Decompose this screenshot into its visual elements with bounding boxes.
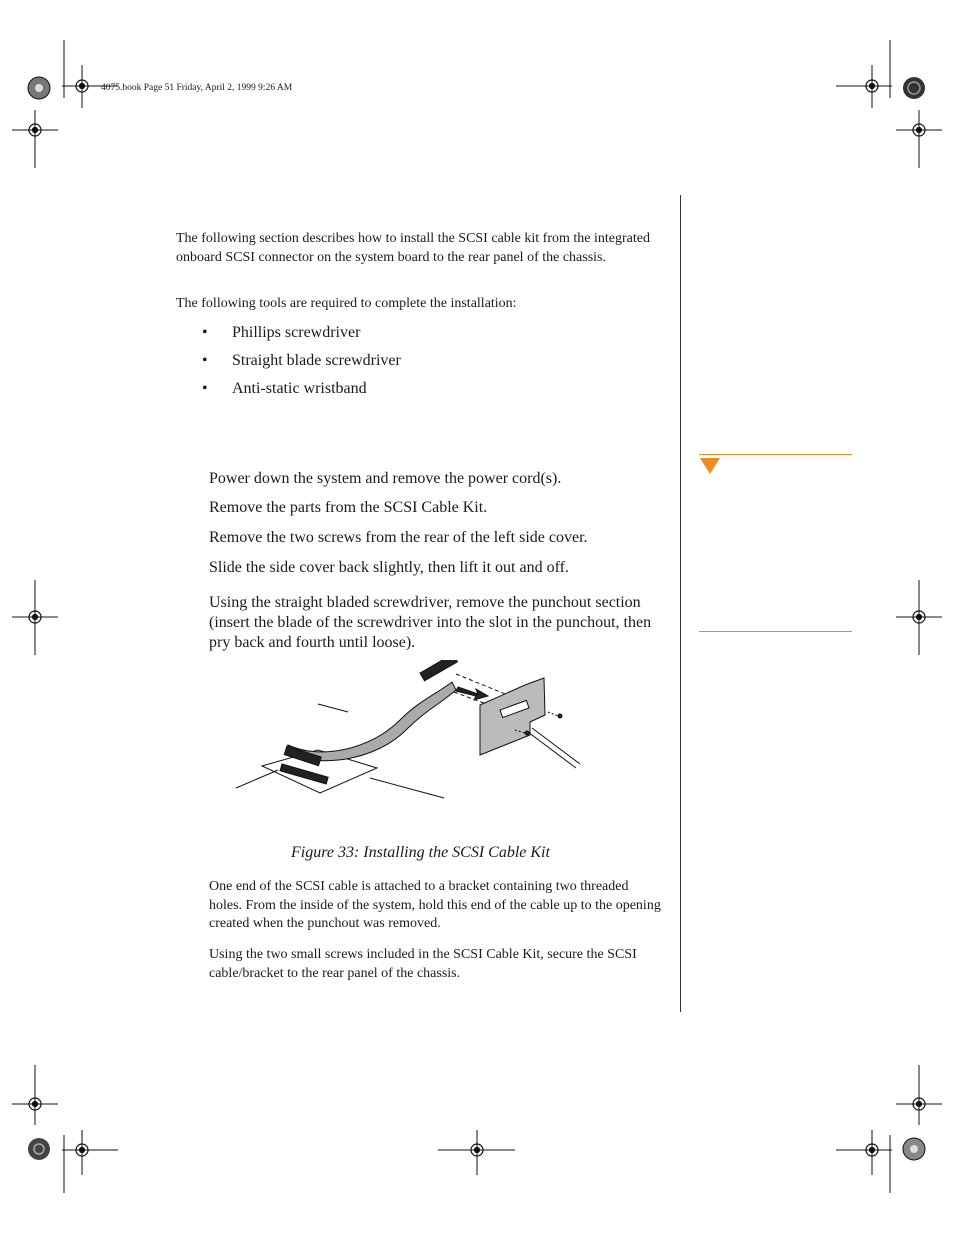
tool-item: Phillips screwdriver — [232, 324, 361, 341]
step-item: Remove the two screws from the rear of the left side cover. — [209, 529, 588, 546]
note-rule-bottom — [699, 631, 852, 632]
tool-item: Straight blade screwdriver — [232, 352, 401, 369]
bullet-icon: • — [202, 352, 208, 369]
bullet-icon: • — [202, 380, 208, 397]
caution-triangle-icon — [700, 458, 720, 474]
tool-item: Anti-static wristband — [232, 380, 367, 397]
step-item: Power down the system and remove the power cord(s). — [209, 470, 562, 487]
figure-caption: Figure 33: Installing the SCSI Cable Kit — [291, 844, 550, 861]
print-header: 4075.book Page 51 Friday, April 2, 1999 9:26 AM — [101, 83, 293, 93]
tools-intro: The following tools are required to complete the installation: — [176, 296, 517, 311]
cable-paragraph: One end of the SCSI cable is attached to a bracket containing two threaded holes. From the inside of the system, hold this end of the cable up to the opening created when the punchout was removed. — [209, 879, 661, 931]
step-item: Remove the parts from the SCSI Cable Kit. — [209, 499, 488, 516]
intro-paragraph: The following section describes how to install the SCSI cable kit from the integrated onboard SCSI connector on the system board to the rear panel of the chassis. — [176, 231, 650, 265]
margin-rule — [680, 195, 681, 1012]
bullet-icon: • — [202, 324, 208, 341]
step-item: Using the straight bladed screwdriver, remove the punchout section (insert the blade of the screwdriver into the slot in the punchout, then pry back and fourth until loose). — [209, 594, 652, 651]
screws-paragraph: Using the two small screws included in the SCSI Cable Kit, secure the SCSI cable/bracket to the rear panel of the chassis. — [209, 947, 637, 981]
scsi-cable-figure — [230, 660, 590, 805]
note-rule-top — [699, 454, 852, 455]
step-item: Slide the side cover back slightly, then lift it out and off. — [209, 559, 569, 576]
